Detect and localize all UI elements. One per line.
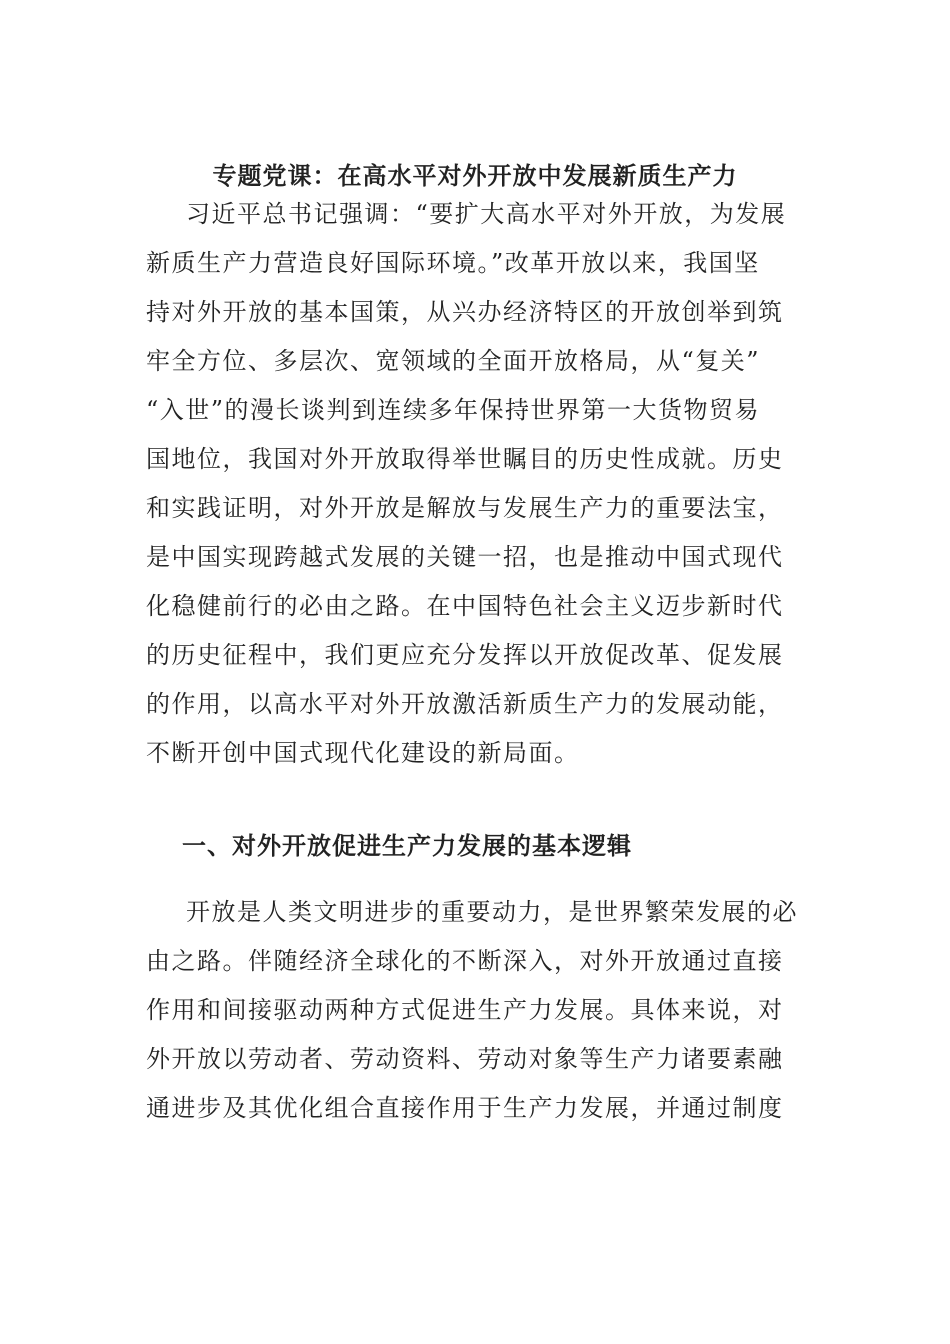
paragraph-line: 不断开创中国式现代化建设的新局面。 — [146, 739, 580, 767]
paragraph-line: 由之路。伴随经济全球化的不断深入，对外开放通过直接 — [146, 947, 784, 975]
paragraph-line: 习近平总书记强调：“要扩大高水平对外开放，为发展 — [186, 200, 787, 228]
paragraph-line: 开放是人类文明进步的重要动力，是世界繁荣发展的必 — [186, 898, 798, 926]
section-heading: 一、对外开放促进生产力发展的基本逻辑 — [182, 831, 632, 860]
paragraph-line: 持对外开放的基本国策，从兴办经济特区的开放创举到筑 — [146, 298, 784, 326]
paragraph-section1 — [146, 888, 808, 1133]
paragraph-line: 外开放以劳动者、劳动资料、劳动对象等生产力诸要素融 — [146, 1045, 784, 1073]
paragraph-line: 的作用，以高水平对外开放激活新质生产力的发展动能， — [146, 690, 784, 718]
paragraph-line: 通进步及其优化组合直接作用于生产力发展，并通过制度 — [146, 1094, 784, 1122]
paragraph-line: 新质生产力营造良好国际环境。”改革开放以来，我国坚 — [146, 249, 760, 277]
paragraph-line: 和实践证明，对外开放是解放与发展生产力的重要法宝， — [146, 494, 784, 522]
paragraph-line: “入世”的漫长谈判到连续多年保持世界第一大货物贸易 — [146, 396, 761, 424]
paragraph-line: 牢全方位、多层次、宽领域的全面开放格局，从“复关” — [146, 347, 761, 375]
document-title: 专题党课：在高水平对外开放中发展新质生产力 — [212, 161, 738, 190]
paragraph-intro — [146, 190, 808, 778]
paragraph-line: 化稳健前行的必由之路。在中国特色社会主义迈步新时代 — [146, 592, 784, 620]
paragraph-line: 作用和间接驱动两种方式促进生产力发展。具体来说，对 — [146, 996, 784, 1024]
paragraph-line: 国地位，我国对外开放取得举世瞩目的历史性成就。历史 — [146, 445, 784, 473]
paragraph-line: 是中国实现跨越式发展的关键一招，也是推动中国式现代 — [146, 543, 784, 571]
paragraph-line: 的历史征程中，我们更应充分发挥以开放促改革、促发展 — [146, 641, 784, 669]
